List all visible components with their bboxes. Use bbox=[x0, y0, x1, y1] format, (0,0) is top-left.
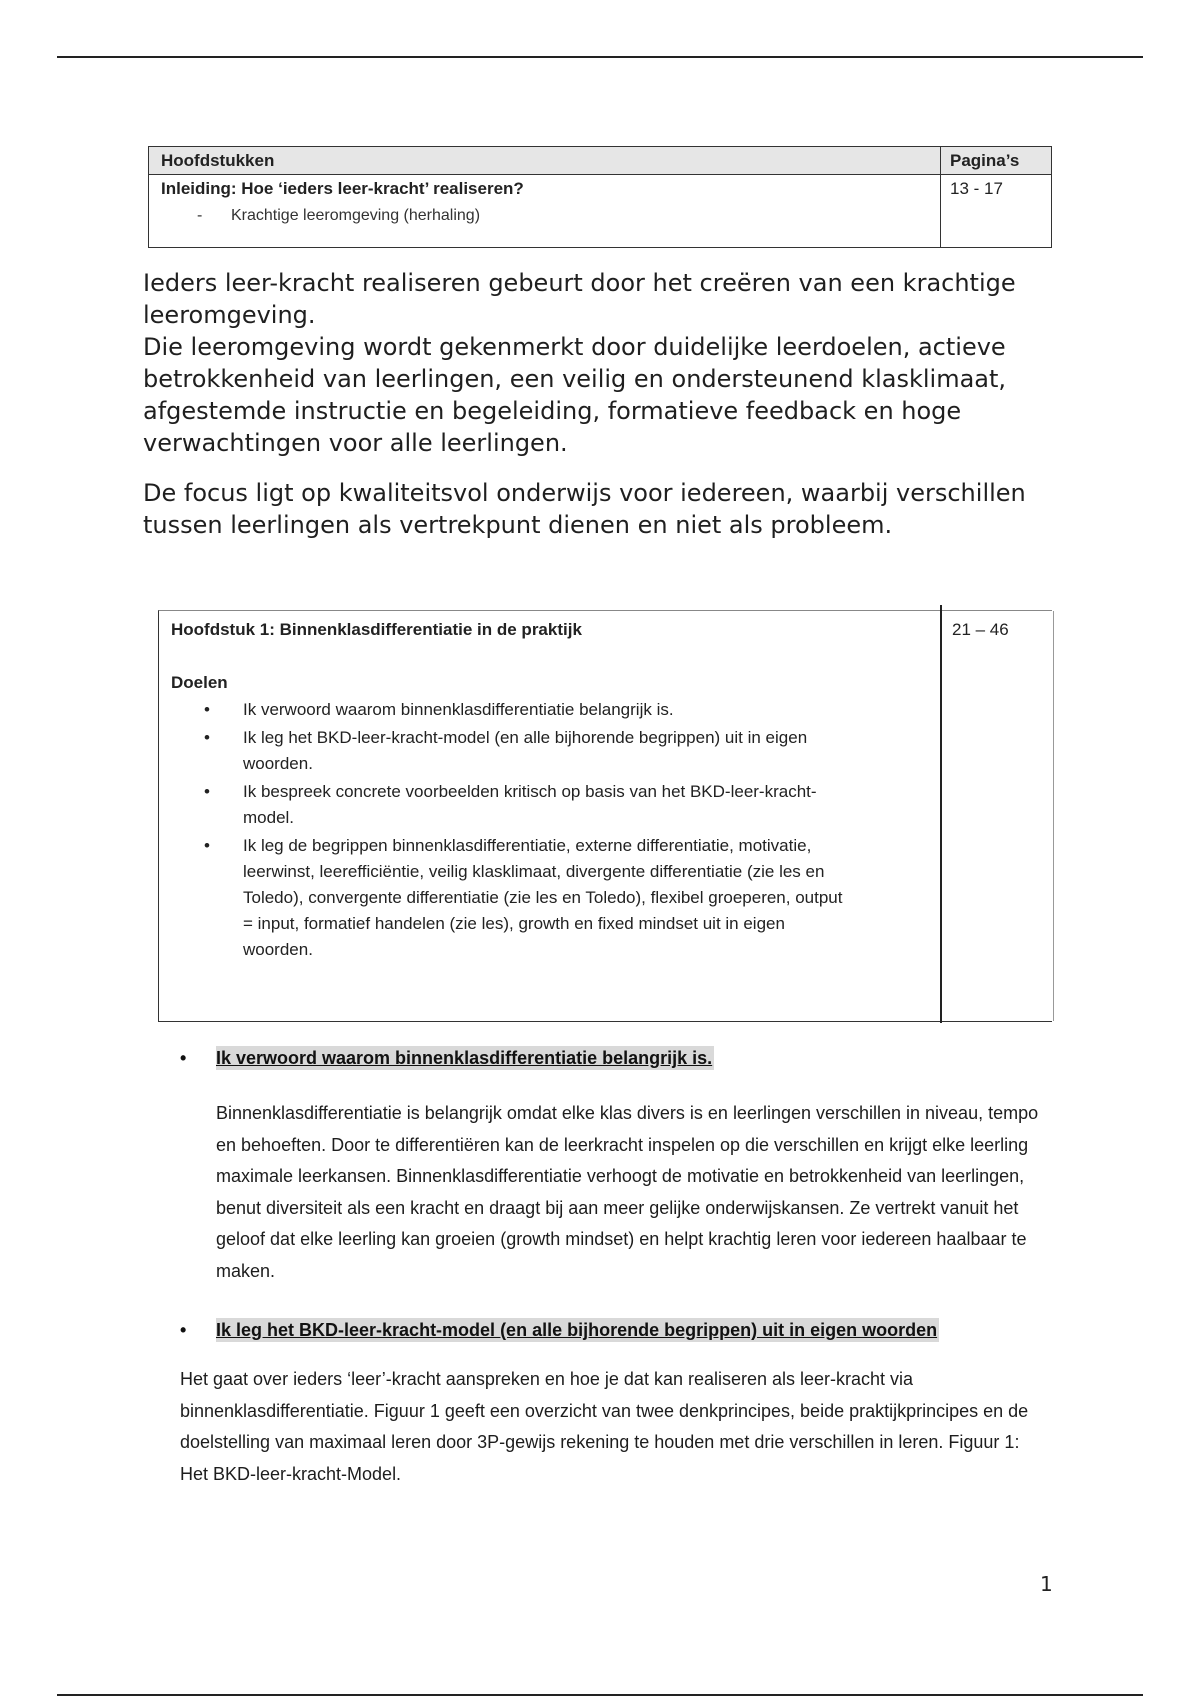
chapter1-pages: 21 – 46 bbox=[952, 620, 1009, 639]
chapter-table-1 bbox=[158, 610, 1052, 1022]
bullet-icon: • bbox=[180, 1048, 187, 1068]
section1-heading-text: Ik verwoord waarom binnenklasdifferentiatie belangrijk is. bbox=[216, 1048, 713, 1068]
intro-paragraph-3: De focus ligt op kwaliteitsvol onderwijs voor iedereen, waarbij verschillen tussen leerlingen als vertrekpunt dienen en niet als probleem. bbox=[143, 479, 1026, 539]
table-header-row bbox=[149, 147, 1051, 175]
goal-text: Ik bespreek concrete voorbeelden kritisch op basis van het BKD-leer-kracht-model. bbox=[243, 782, 817, 827]
table-column-divider bbox=[940, 147, 941, 247]
bullet-icon: • bbox=[204, 836, 210, 855]
goal-item bbox=[171, 697, 851, 723]
bullet-icon: • bbox=[180, 1320, 187, 1340]
bullet-icon: • bbox=[204, 728, 210, 747]
bullet-icon: • bbox=[204, 700, 210, 719]
section2-heading bbox=[180, 1320, 939, 1341]
chapter-table-intro bbox=[148, 146, 1052, 248]
section2-heading-text: Ik leg het BKD-leer-kracht-model (en alle bijhorende begrippen) uit in eigen woorden bbox=[216, 1320, 938, 1340]
goal-item bbox=[171, 833, 851, 963]
chapter1-title: Hoofdstuk 1: Binnenklasdifferentiatie in de praktijk bbox=[171, 620, 582, 639]
goal-text: Ik leg het BKD-leer-kracht-model (en alle bijhorende begrippen) uit in eigen woorden. bbox=[243, 728, 808, 773]
column-header-pages: Pagina’s bbox=[950, 151, 1020, 170]
goal-text: Ik leg de begrippen binnenklasdifferentiatie, externe differentiatie, motivatie, leerwinst, leerefficiëntie, veilig klasklimaat, divergente differentiatie (zie les en Toledo), convergente differentiatie (zie les en Toledo), flexibel groeperen, output = input, formatief handelen (zie les), growth en fixed mindset uit in eigen woorden. bbox=[243, 836, 843, 959]
section1-heading bbox=[180, 1048, 714, 1069]
page-number: 1 bbox=[1040, 1572, 1053, 1596]
intro-subtopic-text: Krachtige leeromgeving (herhaling) bbox=[231, 207, 481, 224]
goal-item bbox=[171, 725, 851, 777]
goals-heading: Doelen bbox=[171, 673, 228, 692]
table-right-border bbox=[1053, 611, 1054, 1021]
goal-item bbox=[171, 779, 851, 831]
column-header-chapters: Hoofdstukken bbox=[161, 151, 275, 170]
intro-chapter-title: Inleiding: Hoe ‘ieders leer-kracht’ realiseren? bbox=[161, 179, 524, 198]
bullet-icon: • bbox=[204, 782, 210, 801]
intro-paragraph-1: Ieders leer-kracht realiseren gebeurt door het creëren van een krachtige leeromgeving. bbox=[143, 269, 1016, 329]
section2-body: Het gaat over ieders ‘leer’-kracht aanspreken en hoe je dat kan realiseren als leer-kracht via binnenklasdifferentiatie. Figuur 1 geeft een overzicht van twee denkprincipes, beide praktijkprincipes en de doelstelling van maximaal leren door 3P-gewijs rekening te houden met drie verschillen in leren. Figuur 1: Het BKD-leer-kracht-Model. bbox=[180, 1369, 1029, 1484]
table-column-divider bbox=[940, 605, 942, 1023]
footer-rule bbox=[57, 1694, 1143, 1696]
intro-paragraph-2: Die leeromgeving wordt gekenmerkt door duidelijke leerdoelen, actieve betrokkenheid van leerlingen, een veilig en ondersteunend klasklimaat, afgestemde instructie en begeleiding, formatieve feedback en hoge verwachtingen voor alle leerlingen. bbox=[143, 333, 1007, 457]
dash-marker: - bbox=[197, 207, 203, 224]
section1-body: Binnenklasdifferentiatie is belangrijk omdat elke klas divers is en leerlingen verschillen in niveau, tempo en behoeften. Door te differentiëren kan de leerkracht inspelen op die verschillen en krijgt elke leerling maximale leerkansen. Binnenklasdifferentiatie verhoogt de motivatie en betrokkenheid van leerlingen, benut diversiteit als een kracht en draagt bij aan meer gelijke onderwijskansen. Ze vertrekt vanuit het geloof dat elke leerling kan groeien (growth mindset) en helpt krachtig leren voor iedereen haalbaar te maken. bbox=[216, 1103, 1039, 1281]
intro-chapter-pages: 13 - 17 bbox=[950, 179, 1003, 198]
goals-list bbox=[171, 695, 851, 963]
header-rule bbox=[57, 56, 1143, 58]
intro-subtopic bbox=[197, 207, 480, 225]
goal-text: Ik verwoord waarom binnenklasdifferentiatie belangrijk is. bbox=[243, 700, 674, 719]
